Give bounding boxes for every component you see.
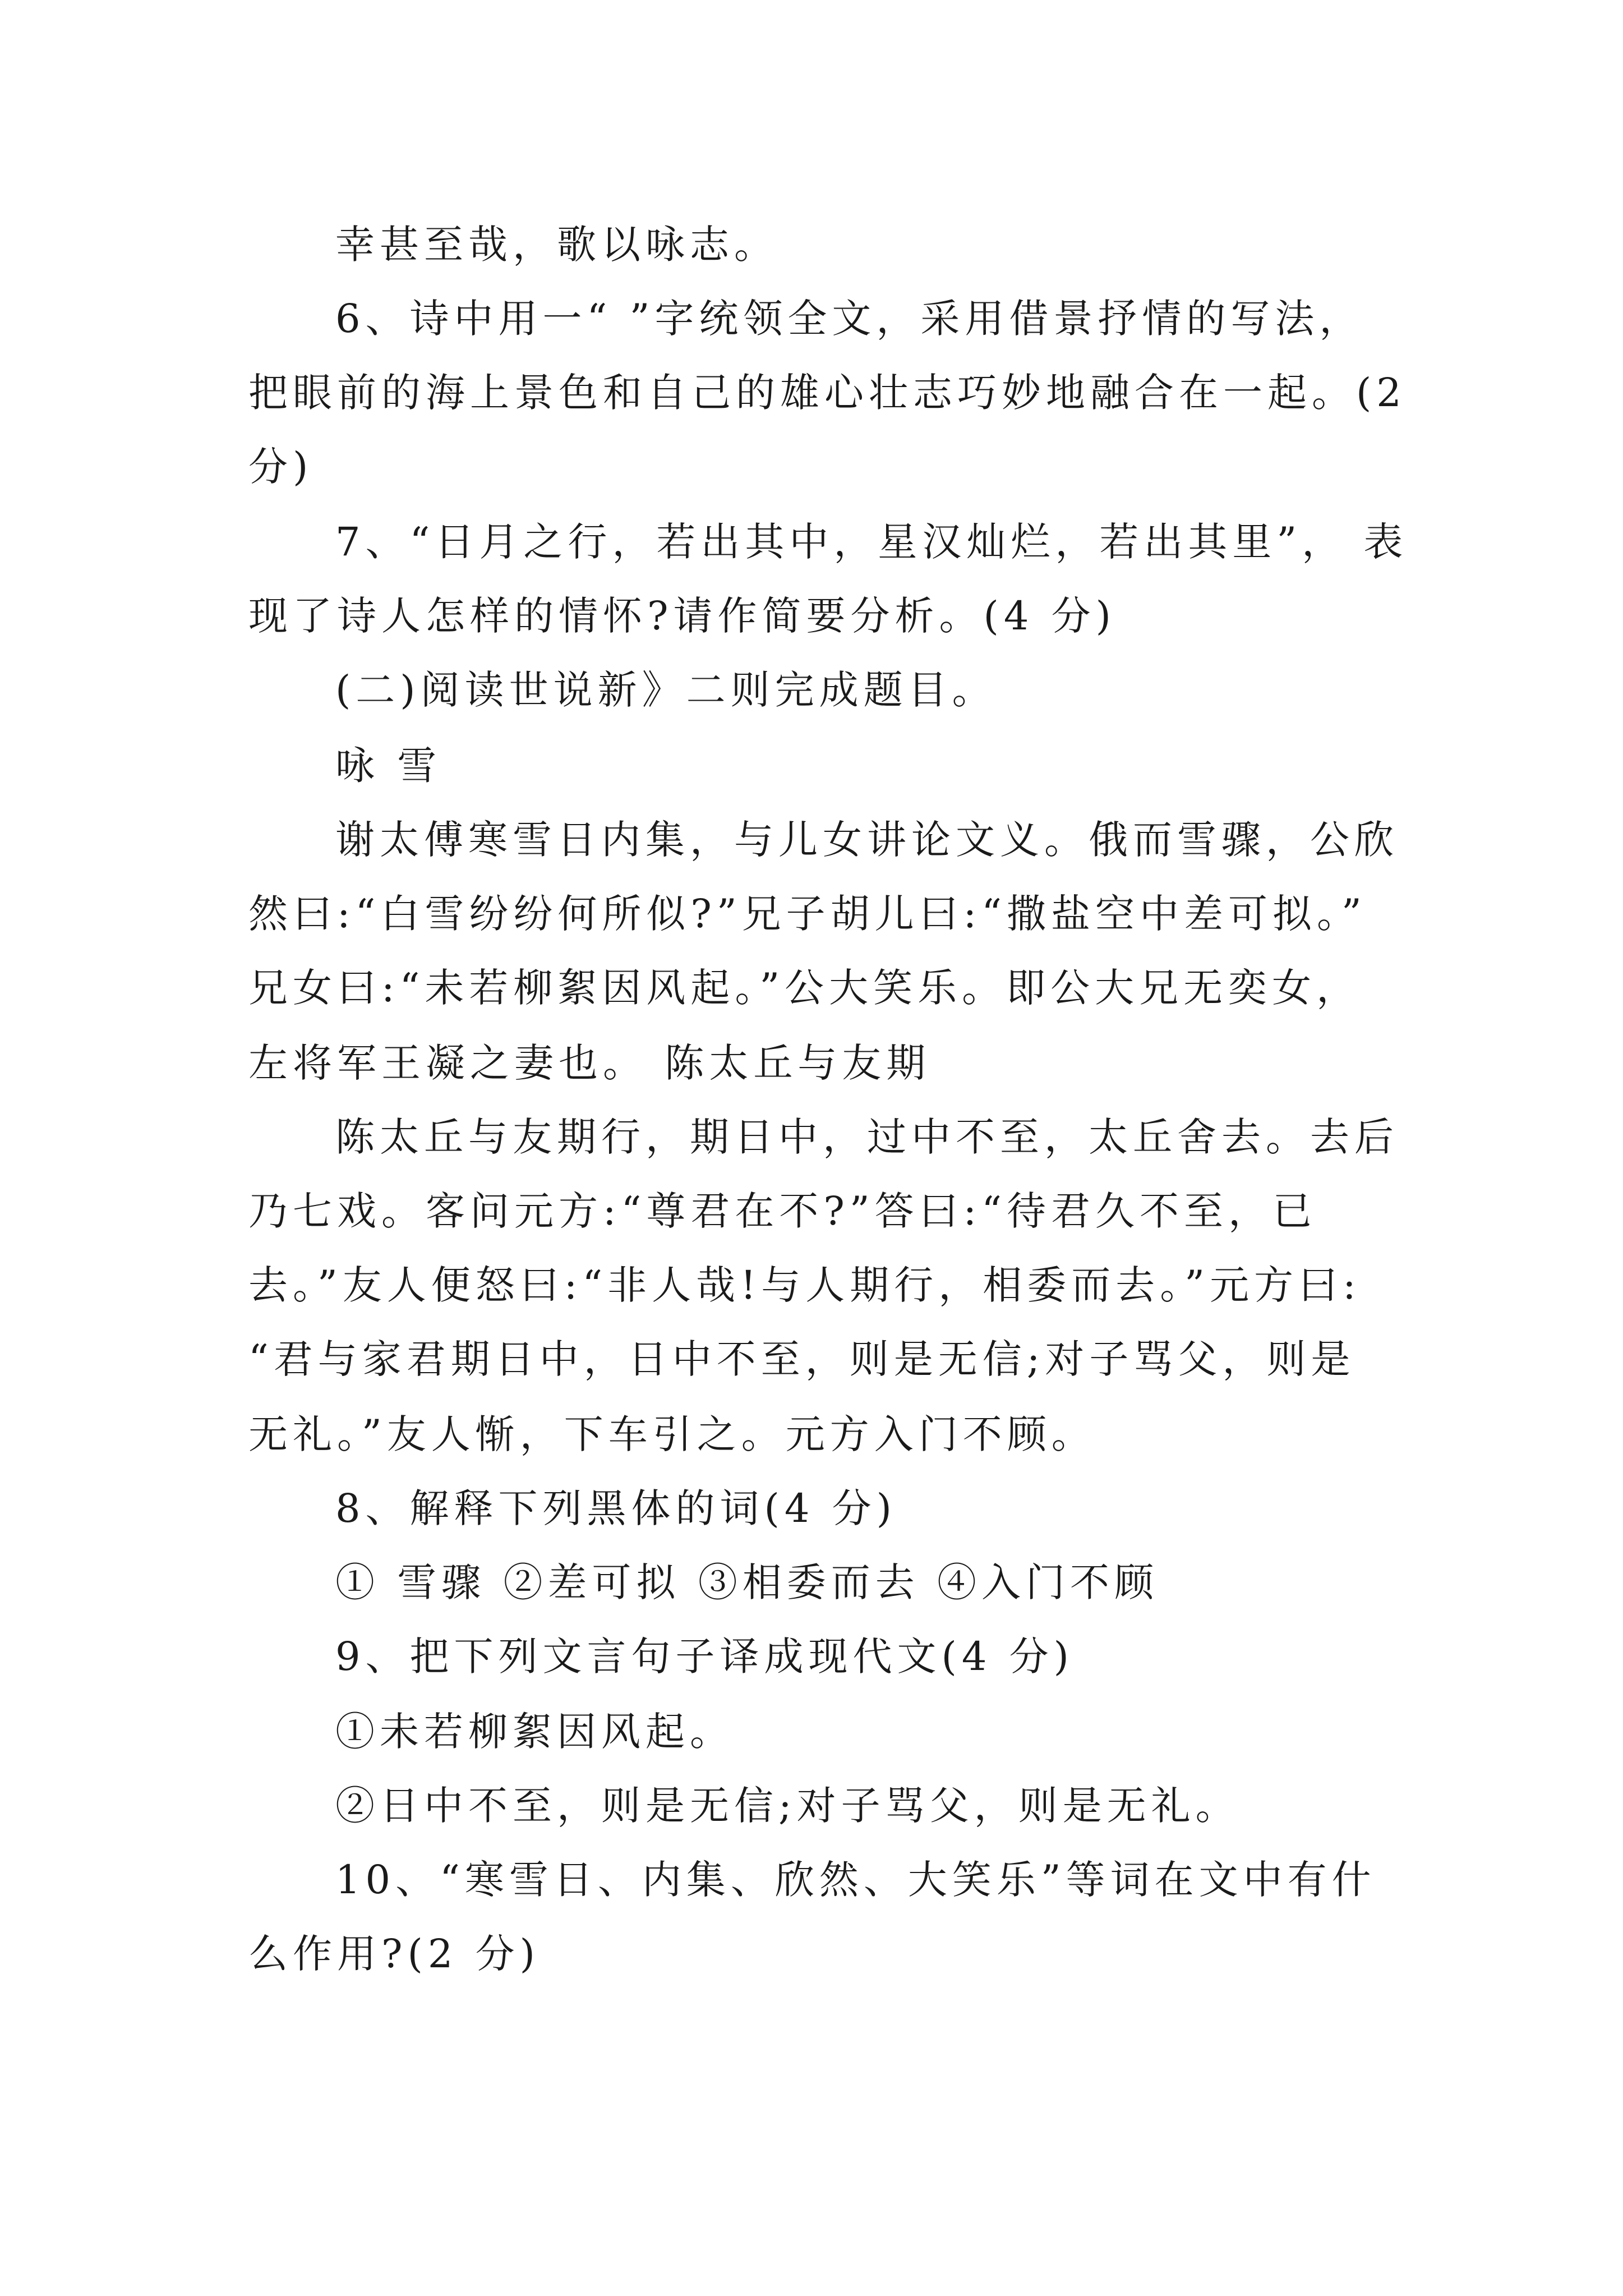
line-text: 6、诗中用一“ ”字统领全文，采用借景抒情的写法， <box>335 296 1364 342</box>
question-line <box>0 1846 1623 1913</box>
text-line <box>0 954 1623 1022</box>
text-line <box>0 1251 1623 1319</box>
line-text: “君与家君期日中，日中不至，则是无信;对子骂父，则是 <box>248 1336 1355 1382</box>
text-line <box>0 508 1623 576</box>
line-text: 现了诗人怎样的情怀?请作简要分析。(4 分) <box>248 593 1116 639</box>
question-line <box>0 1920 1623 1987</box>
line-text: 咏 雪 <box>335 743 442 789</box>
question-line <box>0 1698 1623 1765</box>
line-text: 分) <box>248 444 313 490</box>
line-text: 去。”友人便怒曰:“非人哉!与人期行，相委而去。”元方曰: <box>248 1262 1361 1308</box>
question-line <box>0 1623 1623 1690</box>
line-text: ②日中不至，则是无信;对子骂父，则是无礼。 <box>335 1783 1240 1829</box>
line-text: 幸甚至哉，歌以咏志。 <box>335 222 778 268</box>
line-text: ①未若柳絮因风起。 <box>335 1709 734 1755</box>
question-line <box>0 1772 1623 1839</box>
text-line <box>0 880 1623 947</box>
text-line <box>0 582 1623 650</box>
text-line <box>0 1103 1623 1171</box>
line-text: 兄女曰:“未若柳絮因风起。”公大笑乐。即公大兄无奕女， <box>248 965 1361 1011</box>
text-line <box>0 433 1623 500</box>
line-text: 把眼前的海上景色和自己的雄心壮志巧妙地融合在一起。(2 <box>248 370 1407 416</box>
text-line <box>0 1326 1623 1393</box>
line-text: (二)阅读世说新》二则完成题目。 <box>335 667 997 713</box>
text-line <box>0 1177 1623 1245</box>
section-heading <box>0 656 1623 724</box>
text-line <box>0 806 1623 873</box>
line-text: 8、解释下列黑体的词(4 分) <box>335 1485 897 1531</box>
line-text: 9、把下列文言句子译成现代文(4 分) <box>335 1634 1074 1680</box>
question-line <box>0 1549 1623 1616</box>
line-text: 乃七戏。客问元方:“尊君在不?”答曰:“待君久不至，已 <box>248 1188 1317 1234</box>
text-line <box>0 211 1623 278</box>
text-line <box>0 1029 1623 1097</box>
text-line <box>0 1401 1623 1468</box>
line-text: ① 雪骤 ②差可拟 ③相委而去 ④入门不顾 <box>335 1559 1159 1605</box>
passage-title <box>0 732 1623 799</box>
line-text: 谢太傅寒雪日内集，与儿女讲论文义。俄而雪骤，公欣 <box>335 817 1399 863</box>
line-text: 陈太丘与友期行，期日中，过中不至，太丘舍去。去后 <box>335 1114 1399 1160</box>
line-text: 左将军王凝之妻也。 陈太丘与友期 <box>248 1040 931 1086</box>
line-text: 7、“日月之行，若出其中，星汉灿烂，若出其里”， 表 <box>335 519 1408 565</box>
text-line <box>0 359 1623 426</box>
line-text: 么作用?(2 分) <box>248 1931 540 1977</box>
text-line <box>0 285 1623 352</box>
line-text: 10、“寒雪日、内集、欣然、大笑乐”等词在文中有什 <box>335 1857 1376 1903</box>
line-text: 无礼。”友人惭，下车引之。元方入门不顾。 <box>248 1411 1096 1457</box>
line-text: 然曰:“白雪纷纷何所似?”兄子胡儿曰:“撒盐空中差可拟。” <box>248 891 1367 937</box>
question-line <box>0 1475 1623 1542</box>
